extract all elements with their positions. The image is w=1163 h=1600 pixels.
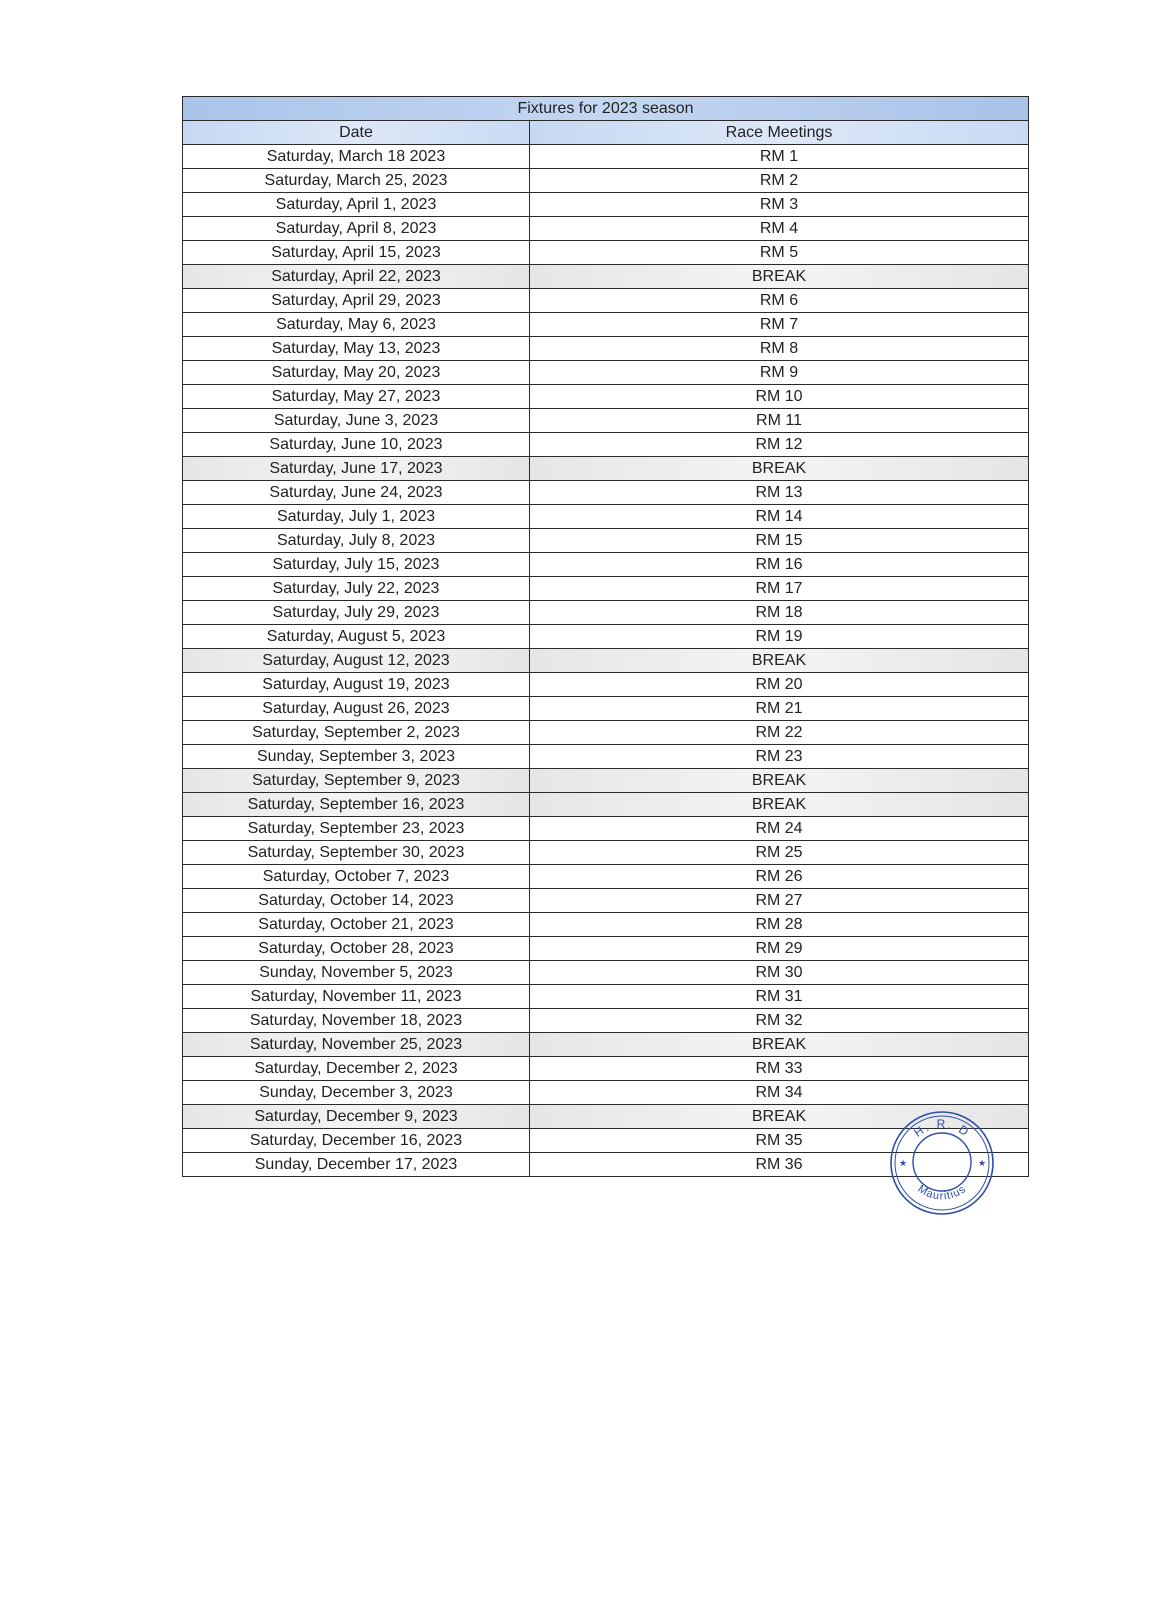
table-row [183,313,1029,337]
table-row [183,817,1029,841]
table-row [183,1081,1029,1105]
date-cell: Saturday, September 30, 2023 [183,841,530,865]
table-row [183,937,1029,961]
date-cell: Saturday, September 9, 2023 [183,769,530,793]
hrd-mauritius-stamp [887,1108,997,1218]
race-meeting-cell: RM 9 [530,361,1029,385]
race-meeting-cell: BREAK [530,1105,1029,1129]
date-cell: Saturday, June 24, 2023 [183,481,530,505]
table-row [183,1033,1029,1057]
date-cell: Saturday, June 10, 2023 [183,433,530,457]
date-cell: Saturday, July 8, 2023 [183,529,530,553]
race-meeting-cell: RM 29 [530,937,1029,961]
date-cell: Saturday, September 16, 2023 [183,793,530,817]
table-row [183,337,1029,361]
race-meeting-cell: RM 15 [530,529,1029,553]
fixtures-table [182,96,1029,1177]
race-meeting-cell: RM 30 [530,961,1029,985]
date-cell: Saturday, December 2, 2023 [183,1057,530,1081]
race-meeting-cell: RM 36 [530,1153,1029,1177]
date-cell: Saturday, December 9, 2023 [183,1105,530,1129]
date-cell: Saturday, September 23, 2023 [183,817,530,841]
race-meeting-cell: RM 5 [530,241,1029,265]
table-row [183,793,1029,817]
race-meeting-cell: RM 32 [530,1009,1029,1033]
race-meeting-cell: RM 16 [530,553,1029,577]
race-meeting-cell: RM 13 [530,481,1029,505]
table-row [183,289,1029,313]
race-meeting-cell: RM 24 [530,817,1029,841]
race-meeting-cell: RM 4 [530,217,1029,241]
header-race-meetings: Race Meetings [530,121,1029,145]
table-row [183,865,1029,889]
date-cell: Saturday, August 19, 2023 [183,673,530,697]
race-meeting-cell: RM 27 [530,889,1029,913]
table-row [183,361,1029,385]
table-row [183,553,1029,577]
table-row [183,625,1029,649]
table-row [183,721,1029,745]
table-row [183,889,1029,913]
table-row [183,913,1029,937]
table-row [183,457,1029,481]
stamp-top-text: H. R. D [911,1117,973,1140]
race-meeting-cell: RM 19 [530,625,1029,649]
table-row [183,529,1029,553]
table-row [183,385,1029,409]
race-meeting-cell: RM 3 [530,193,1029,217]
table-row [183,241,1029,265]
table-row [183,505,1029,529]
race-meeting-cell: BREAK [530,649,1029,673]
race-meeting-cell: RM 33 [530,1057,1029,1081]
table-row [183,481,1029,505]
race-meeting-cell: RM 20 [530,673,1029,697]
table-row [183,265,1029,289]
date-cell: Sunday, November 5, 2023 [183,961,530,985]
table-row [183,193,1029,217]
date-cell: Saturday, June 3, 2023 [183,409,530,433]
table-row [183,217,1029,241]
date-cell: Sunday, September 3, 2023 [183,745,530,769]
date-cell: Saturday, April 1, 2023 [183,193,530,217]
date-cell: Saturday, July 1, 2023 [183,505,530,529]
race-meeting-cell: RM 2 [530,169,1029,193]
date-cell: Saturday, March 25, 2023 [183,169,530,193]
date-cell: Saturday, April 22, 2023 [183,265,530,289]
race-meeting-cell: BREAK [530,1033,1029,1057]
table-row [183,433,1029,457]
date-cell: Saturday, May 6, 2023 [183,313,530,337]
date-cell: Saturday, June 17, 2023 [183,457,530,481]
race-meeting-cell: RM 18 [530,601,1029,625]
race-meeting-cell: BREAK [530,265,1029,289]
race-meeting-cell: RM 31 [530,985,1029,1009]
table-row [183,961,1029,985]
table-row [183,745,1029,769]
table-row [183,769,1029,793]
stamp-bottom-text: Mauritius [915,1182,969,1203]
table-row [183,145,1029,169]
date-cell: Saturday, May 13, 2023 [183,337,530,361]
table-row [183,841,1029,865]
table-row [183,169,1029,193]
table-row [183,601,1029,625]
date-cell: Saturday, April 8, 2023 [183,217,530,241]
race-meeting-cell: RM 22 [530,721,1029,745]
race-meeting-cell: BREAK [530,769,1029,793]
race-meeting-cell: RM 23 [530,745,1029,769]
date-cell: Sunday, December 17, 2023 [183,1153,530,1177]
race-meeting-cell: RM 34 [530,1081,1029,1105]
date-cell: Saturday, November 18, 2023 [183,1009,530,1033]
date-cell: Saturday, July 29, 2023 [183,601,530,625]
table-row [183,1009,1029,1033]
date-cell: Saturday, September 2, 2023 [183,721,530,745]
race-meeting-cell: RM 12 [530,433,1029,457]
date-cell: Saturday, October 7, 2023 [183,865,530,889]
table-title-row [183,97,1029,121]
table-row [183,577,1029,601]
date-cell: Saturday, August 5, 2023 [183,625,530,649]
table-header-row [183,121,1029,145]
race-meeting-cell: RM 1 [530,145,1029,169]
race-meeting-cell: RM 35 [530,1129,1029,1153]
date-cell: Saturday, October 21, 2023 [183,913,530,937]
date-cell: Saturday, November 11, 2023 [183,985,530,1009]
race-meeting-cell: RM 8 [530,337,1029,361]
race-meeting-cell: RM 6 [530,289,1029,313]
stamp-star-right-icon: ★ [978,1158,987,1168]
table-row [183,673,1029,697]
table-body [183,145,1029,1177]
date-cell: Saturday, May 20, 2023 [183,361,530,385]
race-meeting-cell: BREAK [530,457,1029,481]
date-cell: Saturday, April 29, 2023 [183,289,530,313]
date-cell: Saturday, November 25, 2023 [183,1033,530,1057]
date-cell: Saturday, March 18 2023 [183,145,530,169]
date-cell: Saturday, August 26, 2023 [183,697,530,721]
race-meeting-cell: RM 11 [530,409,1029,433]
race-meeting-cell: RM 25 [530,841,1029,865]
date-cell: Sunday, December 3, 2023 [183,1081,530,1105]
race-meeting-cell: RM 17 [530,577,1029,601]
race-meeting-cell: RM 28 [530,913,1029,937]
table-row [183,697,1029,721]
race-meeting-cell: RM 14 [530,505,1029,529]
date-cell: Saturday, May 27, 2023 [183,385,530,409]
table-row [183,1057,1029,1081]
date-cell: Saturday, August 12, 2023 [183,649,530,673]
race-meeting-cell: RM 10 [530,385,1029,409]
date-cell: Saturday, July 22, 2023 [183,577,530,601]
race-meeting-cell: RM 21 [530,697,1029,721]
date-cell: Saturday, December 16, 2023 [183,1129,530,1153]
table-row [183,649,1029,673]
date-cell: Saturday, October 28, 2023 [183,937,530,961]
date-cell: Saturday, July 15, 2023 [183,553,530,577]
stamp-star-left-icon: ★ [899,1158,908,1168]
date-cell: Saturday, April 15, 2023 [183,241,530,265]
race-meeting-cell: BREAK [530,793,1029,817]
race-meeting-cell: RM 26 [530,865,1029,889]
header-date: Date [183,121,530,145]
table-row [183,409,1029,433]
date-cell: Saturday, October 14, 2023 [183,889,530,913]
table-title: Fixtures for 2023 season [183,97,1029,121]
table-row [183,985,1029,1009]
race-meeting-cell: RM 7 [530,313,1029,337]
